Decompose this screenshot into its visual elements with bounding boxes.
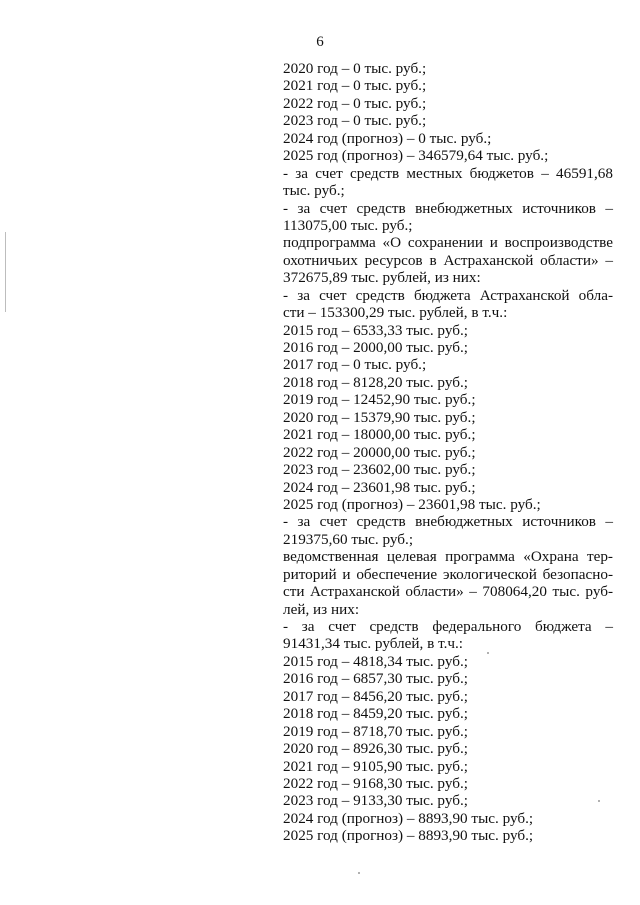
text-line: - за счет средств федерального бюджета – <box>283 618 613 635</box>
text-line: 2017 год – 0 тыс. руб.; <box>283 356 427 374</box>
text-line: охотничьих ресурсов в Астраханской области» – <box>283 251 613 269</box>
text-line: 2021 год – 9105,90 тыс. руб.; <box>283 757 468 775</box>
text-line: риторий и обеспечение экологической безопасно- <box>283 565 613 583</box>
text-line: подпрограмма «О сохранении и воспроизводстве <box>283 234 613 252</box>
text-line: - за счет средств внебюджетных источников – <box>283 513 613 531</box>
text-line: 2025 год (прогноз) – 346579,64 тыс. руб.; <box>283 147 549 165</box>
text-line: 2022 год – 0 тыс. руб.; <box>283 94 427 112</box>
text-line: 2021 год – 18000,00 тыс. руб.; <box>283 426 476 444</box>
body-text <box>283 60 613 845</box>
text-line: ведомственная целевая программа «Охрана тер- <box>283 548 613 566</box>
text-line: 2023 год – 9133,30 тыс. руб.; <box>283 792 468 810</box>
text-line: тыс. руб.; <box>283 182 345 200</box>
text-line: - за счет средств внебюджетных источников – <box>283 199 613 217</box>
text-line: сти Астраханской области» – 708064,20 тыс. руб- <box>283 583 613 601</box>
text-line: 2019 год – 8718,70 тыс. руб.; <box>283 722 468 740</box>
text-line: 2015 год – 4818,34 тыс. руб.; <box>283 652 468 670</box>
text-line: 2022 год – 20000,00 тыс. руб.; <box>283 443 476 461</box>
text-line: 2021 год – 0 тыс. руб.; <box>283 77 427 95</box>
text-line: 2020 год – 8926,30 тыс. руб.; <box>283 740 468 758</box>
text-line: - за счет средств местных бюджетов – 46591,68 <box>283 164 613 182</box>
scan-speck <box>358 872 360 874</box>
text-line: 2020 год – 0 тыс. руб.; <box>283 60 427 77</box>
text-line: 2020 год – 15379,90 тыс. руб.; <box>283 408 476 426</box>
text-line: 2016 год – 2000,00 тыс. руб.; <box>283 339 468 356</box>
page-number: 6 <box>316 34 324 50</box>
text-line: лей, из них: <box>283 600 360 618</box>
text-line: 2023 год – 23602,00 тыс. руб.; <box>283 461 476 479</box>
text-line: 91431,34 тыс. рублей, в т.ч.: <box>283 635 464 653</box>
text-line: 2016 год – 6857,30 тыс. руб.; <box>283 670 468 688</box>
text-line: 2023 год – 0 тыс. руб.; <box>283 112 427 130</box>
text-line: 2024 год (прогноз) – 0 тыс. руб.; <box>283 129 492 147</box>
text-line: 2019 год – 12452,90 тыс. руб.; <box>283 391 476 409</box>
scan-margin-mark <box>5 232 6 312</box>
text-line: 2025 год (прогноз) – 23601,98 тыс. руб.; <box>283 495 541 513</box>
text-line: 2025 год (прогноз) – 8893,90 тыс. руб.; <box>283 827 534 845</box>
text-line: 2024 год – 23601,98 тыс. руб.; <box>283 478 476 496</box>
text-line: 2018 год – 8459,20 тыс. руб.; <box>283 705 468 723</box>
text-line: 219375,60 тыс. руб.; <box>283 530 414 548</box>
text-line: 2017 год – 8456,20 тыс. руб.; <box>283 687 468 705</box>
text-line: - за счет средств бюджета Астраханской обла- <box>283 286 613 304</box>
text-line: 113075,00 тыс. руб.; <box>283 216 413 234</box>
text-line: 2024 год (прогноз) – 8893,90 тыс. руб.; <box>283 809 534 827</box>
text-line: 2018 год – 8128,20 тыс. руб.; <box>283 373 468 391</box>
text-line: 2022 год – 9168,30 тыс. руб.; <box>283 774 468 792</box>
text-line: 2015 год – 6533,33 тыс. руб.; <box>283 321 468 339</box>
text-line: 372675,89 тыс. рублей, из них: <box>283 269 481 287</box>
text-line: сти – 153300,29 тыс. рублей, в т.ч.: <box>283 304 508 322</box>
